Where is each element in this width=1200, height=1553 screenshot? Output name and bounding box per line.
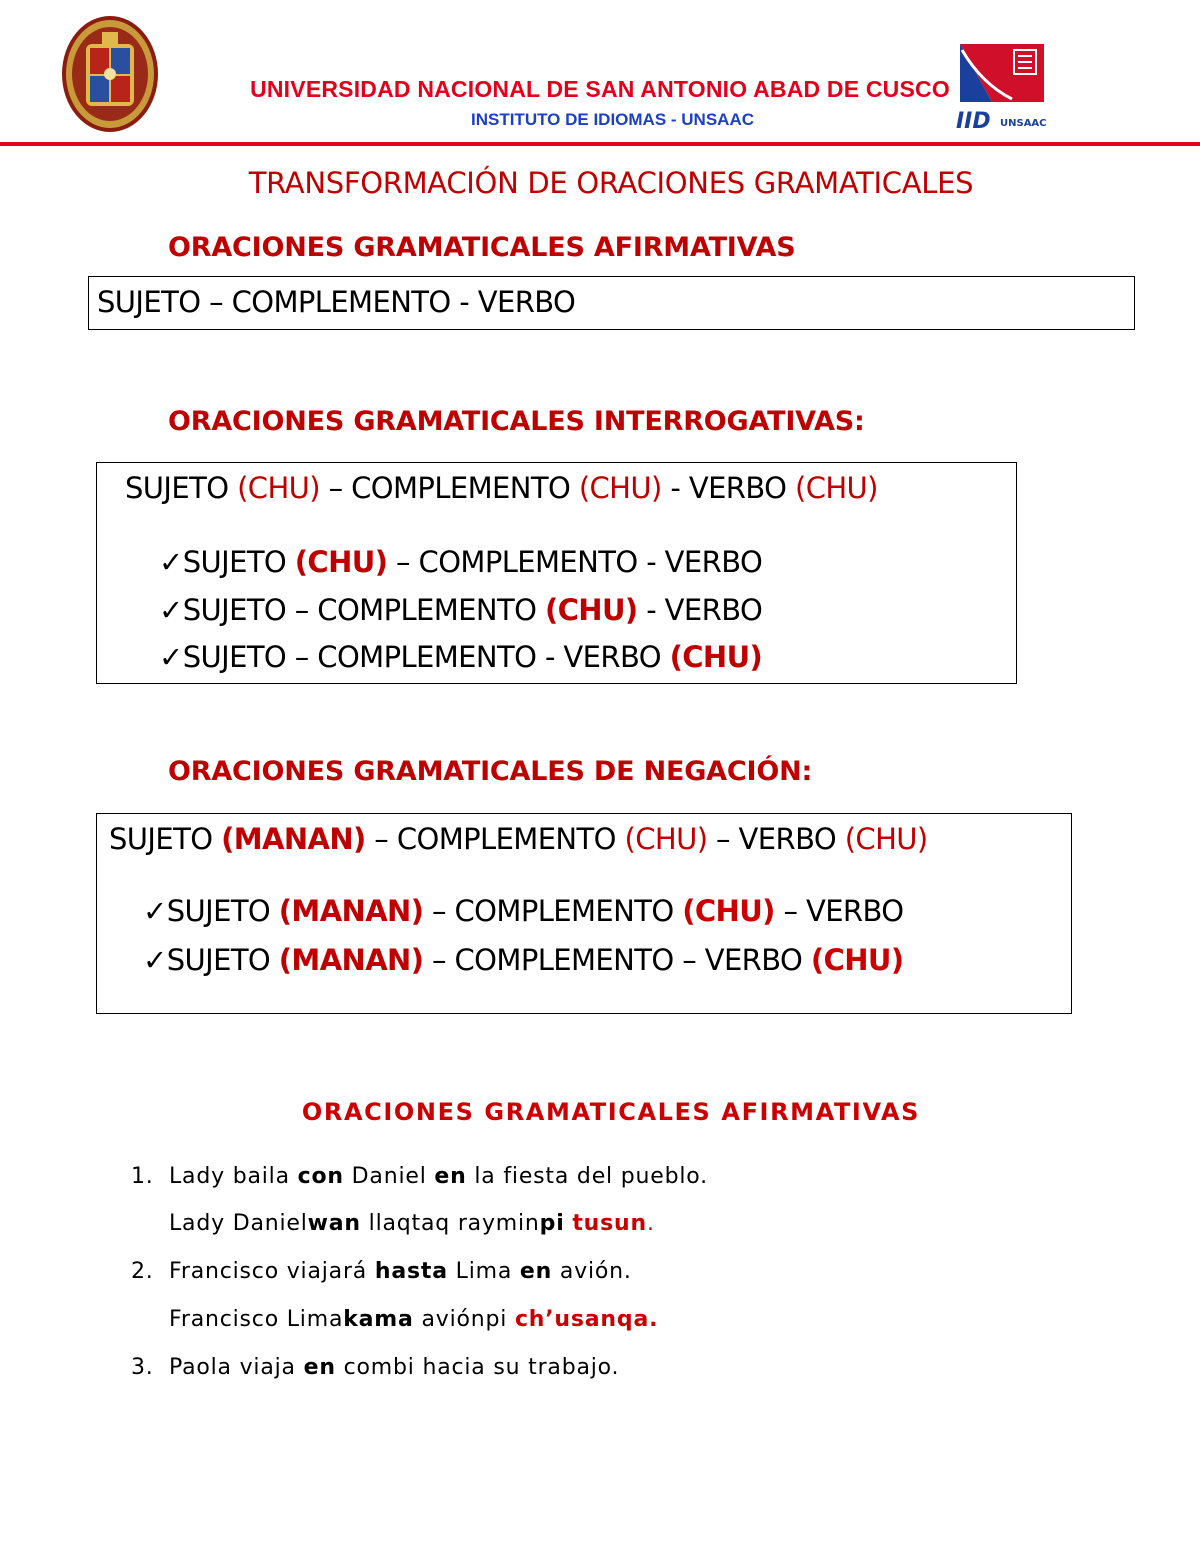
heading-afirmativas: ORACIONES GRAMATICALES AFIRMATIVAS xyxy=(168,232,796,263)
formula-box-afirmativas xyxy=(88,276,1135,330)
negacion-option-1: ✓SUJETO (MANAN) – COMPLEMENTO (CHU) – VERBO xyxy=(143,894,904,928)
institute-subtitle: INSTITUTO DE IDIOMAS - UNSAAC xyxy=(470,110,755,129)
university-name: UNIVERSIDAD NACIONAL DE SAN ANTONIO ABAD DE CUSCO xyxy=(250,76,950,102)
example-1-quechua: Lady Danielwan llaqtaq rayminpi tusun. xyxy=(169,1211,655,1236)
iid-logo-subtext: UNSAAC xyxy=(1000,118,1047,129)
iid-logo xyxy=(952,44,1052,136)
iid-logo-text: IID xyxy=(956,109,991,134)
negacion-option-2: ✓SUJETO (MANAN) – COMPLEMENTO – VERBO (CHU) xyxy=(143,943,904,977)
list-number: 1. xyxy=(131,1164,154,1189)
document-title: TRANSFORMACIÓN DE ORACIONES GRAMATICALES xyxy=(248,166,974,200)
interrogativa-option-1: ✓SUJETO (CHU) – COMPLEMENTO - VERBO xyxy=(159,545,763,579)
example-3-spanish: 3. Paola viaja en combi hacia su trabajo. xyxy=(131,1355,620,1380)
check-icon: ✓ xyxy=(143,943,167,977)
formula-negacion: SUJETO (MANAN) – COMPLEMENTO (CHU) – VERBO (CHU) xyxy=(109,822,928,856)
check-icon: ✓ xyxy=(159,593,183,627)
check-icon: ✓ xyxy=(143,894,167,928)
interrogativa-option-2: ✓SUJETO – COMPLEMENTO (CHU) - VERBO xyxy=(159,593,763,627)
formula-box-negacion xyxy=(96,813,1072,1014)
heading-negacion: ORACIONES GRAMATICALES DE NEGACIÓN: xyxy=(168,756,813,787)
example-1-spanish: 1. Lady baila con Daniel en la fiesta del pueblo. xyxy=(131,1164,708,1189)
formula-interrogativas: SUJETO (CHU) – COMPLEMENTO (CHU) - VERBO (CHU) xyxy=(125,471,878,505)
check-icon: ✓ xyxy=(159,545,183,579)
example-2-quechua: Francisco Limakama aviónpi ch’usanqa. xyxy=(169,1307,659,1332)
heading-interrogativas: ORACIONES GRAMATICALES INTERROGATIVAS: xyxy=(168,406,865,437)
list-number: 2. xyxy=(131,1259,154,1284)
interrogativa-option-3: ✓SUJETO – COMPLEMENTO - VERBO (CHU) xyxy=(159,640,763,674)
example-2-spanish: 2. Francisco viajará hasta Lima en avión. xyxy=(131,1259,632,1284)
formula-box-interrogativas xyxy=(96,462,1017,684)
examples-heading: ORACIONES GRAMATICALES AFIRMATIVAS xyxy=(301,1098,921,1126)
header-divider xyxy=(0,142,1200,146)
list-number: 3. xyxy=(131,1355,154,1380)
check-icon: ✓ xyxy=(159,640,183,674)
formula-afirmativas: SUJETO – COMPLEMENTO - VERBO xyxy=(97,285,576,319)
